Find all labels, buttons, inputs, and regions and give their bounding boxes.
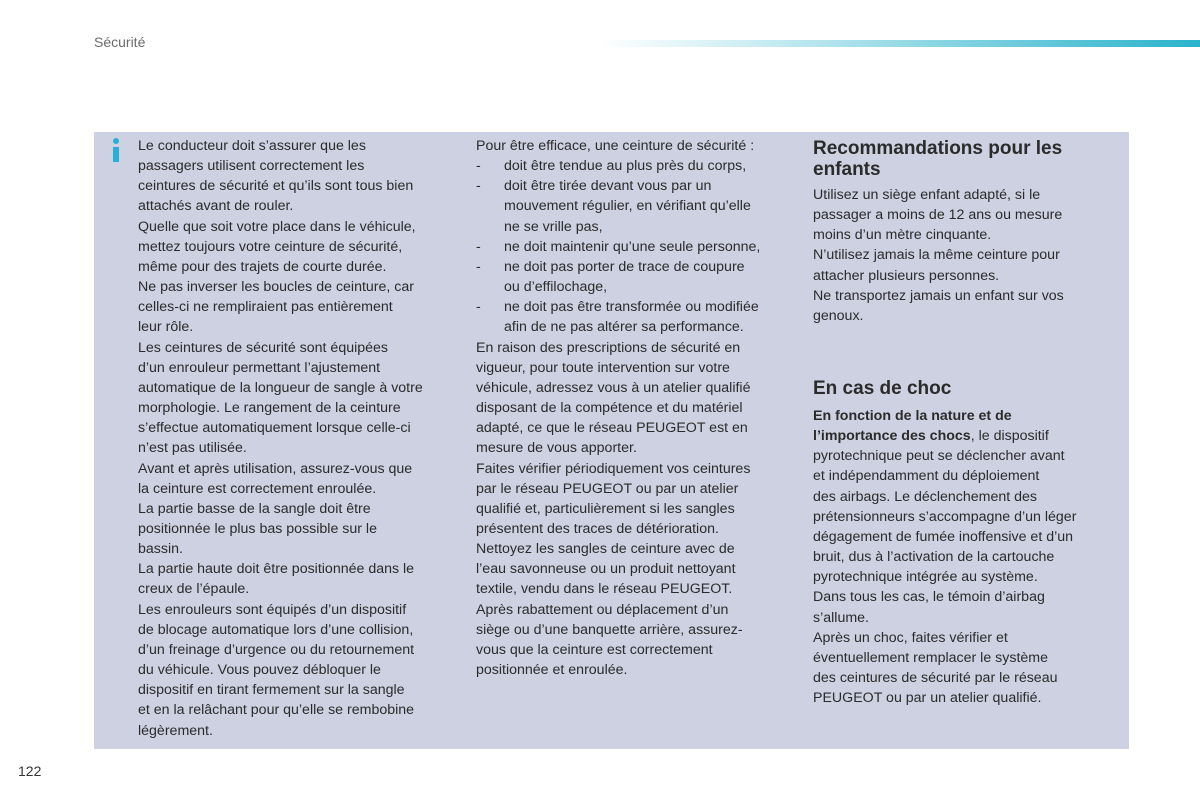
bullet-dash: - — [476, 238, 481, 255]
text-line: prétensionneurs s’accompagne d’un léger — [813, 508, 1077, 525]
text-line: morphologie. Le rangement de la ceinture — [138, 400, 401, 417]
text-line: Après rabattement ou déplacement d’un — [476, 601, 729, 618]
text-line: dispositif en tirant fermement sur la sangle — [138, 682, 405, 699]
text-line: Ne pas inverser les boucles de ceinture, car — [138, 279, 415, 296]
text-line: En raison des prescriptions de sécurité en — [476, 339, 741, 356]
text-line: genoux. — [813, 307, 864, 324]
text-line: N’utilisez jamais la même ceinture pour — [813, 247, 1060, 264]
text-line: Avant et après utilisation, assurez-vous que — [138, 460, 413, 477]
text-line: d’un enrouleur permettant l’ajustement — [138, 359, 381, 376]
text-line: et en la relâchant pour qu’elle se rembobine — [138, 702, 415, 719]
info-icon — [111, 138, 121, 164]
text-line: Dans tous les cas, le témoin d’airbag — [813, 589, 1045, 606]
text-line: véhicule, adressez vous à un atelier qualifié — [476, 379, 751, 396]
text-bold: l’importance des chocs — [813, 428, 971, 445]
bullet-text: doit être tirée devant vous par un — [504, 178, 712, 195]
bullet-dash: - — [476, 178, 481, 195]
text-line: qualifié et, particulièrement si les sangles — [476, 500, 735, 517]
text-line: Ne transportez jamais un enfant sur vos — [813, 287, 1064, 304]
text-line: mesure de vous apporter. — [476, 440, 637, 457]
text-line: moins d’un mètre cinquante. — [813, 227, 992, 244]
text-line: attachés avant de rouler. — [138, 198, 294, 215]
bullet-text: afin de ne pas altérer sa performance. — [504, 319, 744, 336]
text-line: vous que la ceinture est correctement — [476, 641, 713, 658]
text-line: la ceinture est correctement enroulée. — [138, 480, 377, 497]
text-line: La partie basse de la sangle doit être — [138, 500, 371, 517]
text-normal: , le dispositif — [970, 428, 1049, 445]
column-1-text — [138, 136, 423, 741]
text-line: Nettoyez les sangles de ceinture avec de — [476, 541, 735, 558]
bullet-text: mouvement régulier, en vérifiant qu’elle — [504, 198, 751, 215]
bullet-dash: - — [476, 258, 481, 275]
bullet-item — [476, 156, 760, 176]
column-2-text — [476, 136, 760, 680]
text-line: bassin. — [138, 541, 183, 558]
bullet-text: ne doit pas porter de trace de coupure — [504, 258, 745, 275]
heading-crash — [813, 378, 951, 399]
bullet-item — [476, 176, 760, 196]
text-line: ceintures de sécurité et qu’ils sont tous bien — [138, 178, 414, 195]
text-line: des ceintures de sécurité par le réseau — [813, 670, 1058, 687]
children-recommendations-text — [813, 185, 1064, 326]
text-line: creux de l’épaule. — [138, 581, 250, 598]
text-line: Après un choc, faites vérifier et — [813, 629, 1008, 646]
text-line: positionnée et enroulée. — [476, 662, 628, 679]
text-line: du véhicule. Vous pouvez débloquer le — [138, 662, 381, 679]
text-line: dégagement de fumée inoffensive et d’un — [813, 528, 1074, 545]
bullet-text: ne doit pas être transformée ou modifiée — [504, 299, 759, 316]
text-line: Pour être efficace, une ceinture de sécurité : — [476, 138, 755, 154]
text-line: légèrement. — [138, 722, 213, 739]
bullet-item — [476, 257, 760, 277]
text-line: vigueur, pour toute intervention sur votre — [476, 359, 730, 376]
text-line: même pour des trajets de courte durée. — [138, 258, 387, 275]
text-line: PEUGEOT ou par un atelier qualifié. — [813, 690, 1042, 707]
text-line: siège ou d’une banquette arrière, assurez- — [476, 621, 743, 638]
text-line: éventuellement remplacer le système — [813, 649, 1048, 666]
text-line-bold: En fonction de la nature et de — [813, 408, 1012, 424]
heading-line: En cas de choc — [813, 378, 952, 399]
text-line: bruit, dus à l’activation de la cartouche — [813, 549, 1055, 566]
heading-children-recommendations — [813, 138, 1062, 180]
bullet-dash: - — [476, 158, 481, 175]
text-line: et indépendamment du déploiement — [813, 468, 1040, 485]
text-line: présentent des traces de détérioration. — [476, 520, 719, 537]
text-line: passagers utilisent correctement les — [138, 158, 365, 175]
bullet-item — [476, 297, 760, 317]
text-line: pyrotechnique peut se déclencher avant — [813, 448, 1065, 465]
heading-line: enfants — [813, 159, 881, 180]
text-line: attacher plusieurs personnes. — [813, 267, 1000, 284]
text-line: Quelle que soit votre place dans le véhicule, — [138, 218, 416, 235]
text-line: Les enrouleurs sont équipés d’un dispositif — [138, 601, 407, 618]
text-line: n’est pas utilisée. — [138, 440, 247, 457]
text-line: automatique de la longueur de sangle à votre — [138, 379, 423, 396]
text-line: d’un freinage d’urgence ou du retournement — [138, 641, 415, 658]
section-title: Sécurité — [94, 34, 146, 50]
text-line: La partie haute doit être positionnée dans le — [138, 561, 415, 578]
bullet-item — [476, 237, 760, 257]
bullet-text: ne doit maintenir qu’une seule personne, — [504, 238, 761, 255]
bullet-text: doit être tendue au plus près du corps, — [504, 158, 747, 175]
bullet-text: ou d’effilochage, — [504, 279, 608, 296]
text-line: leur rôle. — [138, 319, 194, 336]
header-gradient-bar — [600, 40, 1200, 47]
text-line: textile, vendu dans le réseau PEUGEOT. — [476, 581, 733, 598]
text-line: Faites vérifier périodiquement vos ceintures — [476, 460, 751, 477]
text-line: Les ceintures de sécurité sont équipées — [138, 339, 389, 356]
text-line: mettez toujours votre ceinture de sécurité, — [138, 238, 403, 255]
text-line: des airbags. Le déclenchement des — [813, 488, 1037, 505]
crash-text — [813, 406, 1076, 708]
text-line: positionnée le plus bas possible sur le — [138, 520, 377, 537]
text-line: par le réseau PEUGEOT ou par un atelier — [476, 480, 739, 497]
text-line: pyrotechnique intégrée au système. — [813, 569, 1038, 586]
page-number: 122 — [18, 763, 42, 779]
text-line: disposant de la compétence et du matériel — [476, 400, 743, 417]
text-line: celles-ci ne rempliraient pas entièrement — [138, 299, 393, 316]
text-line: Utilisez un siège enfant adapté, si le — [813, 187, 1041, 203]
text-line: adapté, ce que le réseau PEUGEOT est en — [476, 420, 748, 437]
text-line: s’allume. — [813, 609, 869, 626]
text-line: Le conducteur doit s’assurer que les — [138, 138, 366, 154]
text-line: s’effectue automatiquement lorsque celle-ci — [138, 420, 411, 437]
heading-line: Recommandations pour les — [813, 138, 1063, 159]
text-line: passager a moins de 12 ans ou mesure — [813, 207, 1063, 224]
bullet-text: ne se vrille pas, — [504, 218, 603, 235]
bullet-dash: - — [476, 299, 481, 316]
text-line: l’eau savonneuse ou un produit nettoyant — [476, 561, 736, 578]
text-line — [813, 426, 1076, 446]
text-line: de blocage automatique lors d’une collision, — [138, 621, 414, 638]
